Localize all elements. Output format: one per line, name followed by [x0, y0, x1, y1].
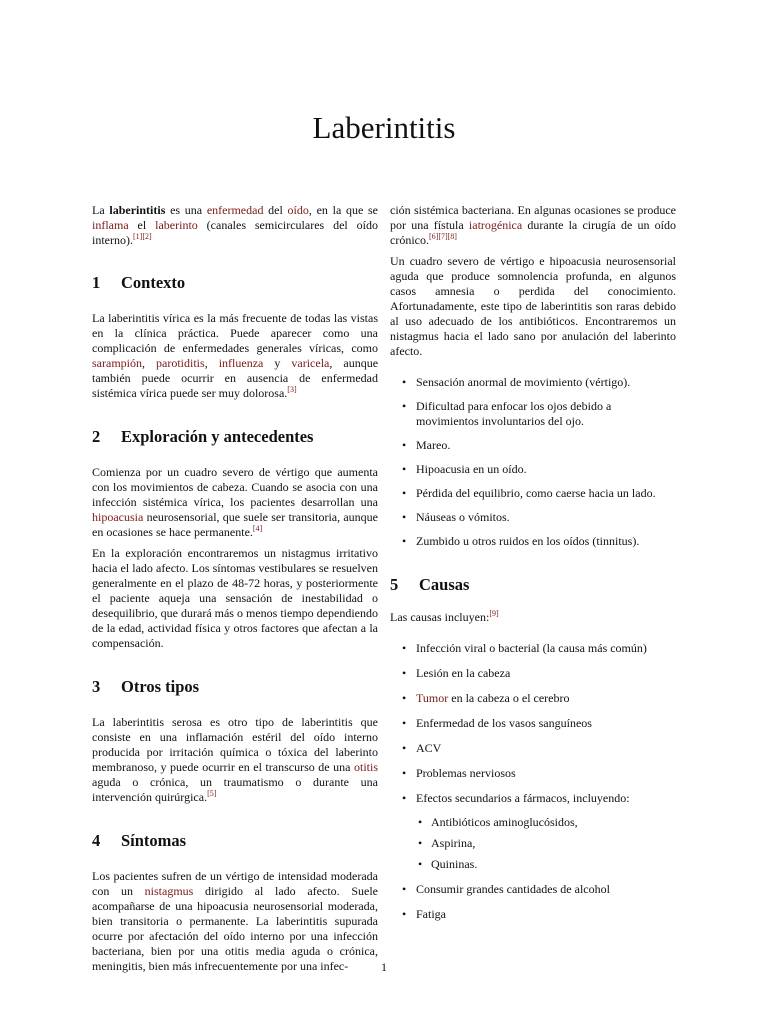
text: , — [204, 356, 219, 370]
drugs-sublist — [390, 815, 676, 872]
text: es una — [165, 203, 207, 217]
causas-intro — [390, 610, 676, 625]
list-item: • Fatiga — [390, 907, 676, 922]
list-item: • ACV — [390, 741, 676, 756]
link-parotiditis[interactable]: parotiditis — [156, 356, 205, 370]
list-item: • Mareo. — [390, 438, 676, 453]
ref-9[interactable]: [9] — [489, 609, 499, 618]
section-heading-contexto — [92, 274, 378, 292]
text: La laberintitis vírica es la más frecuente de todas las vistas en la clínica práctica. Puede aparecer como una complicación de enfermedades generales víricas, como — [92, 311, 378, 355]
bold-term: laberintitis — [109, 203, 166, 217]
list-item: • Antibióticos aminoglucósidos, — [390, 815, 676, 830]
list-item — [390, 691, 676, 706]
sintomas-paragraph-part-1 — [92, 869, 378, 973]
text: dirigido al lado afecto. Suele acompañarse de una hipoacusia neurosensorial moderada, bien transitoria o permanente. La laberintitis supurada ocurre por afectación del oído interno por una infección bacteriana, bien por una otitis media aguda o crónica, meningitis, bien más infrecuentemente por una infec- — [92, 884, 378, 973]
ref-5[interactable]: [5] — [207, 789, 217, 798]
section-title: Síntomas — [121, 831, 187, 850]
causes-list — [390, 641, 676, 922]
ref-7[interactable]: [7] — [438, 232, 448, 241]
list-item: • Quininas. — [390, 857, 676, 872]
section-number: 3 — [92, 677, 101, 696]
text: Efectos secundarios a fármacos, incluyendo: — [416, 791, 630, 805]
text: (canales semicirculares del oído interno). — [92, 218, 378, 247]
section-title: Contexto — [121, 273, 186, 292]
list-item — [390, 791, 676, 872]
text: el — [128, 218, 156, 232]
list-item: • Consumir grandes cantidades de alcohol — [390, 882, 676, 897]
exploracion-paragraph-1 — [92, 465, 378, 540]
section-heading-exploracion — [92, 428, 378, 446]
exploracion-paragraph-2: En la exploración encontraremos un nistagmus irritativo hacia el lado afecto. Los síntomas vestibulares se resuelven generalmente en el plazo de 48-72 horas, y posteriormente el paciente aqueja una sensación de inestabilidad o desequilibrio, que durará más o menos tiempo dependiendo de la edad, actividad física y otros factores que afectan a la compensación. — [92, 546, 378, 650]
section-number: 2 — [92, 427, 101, 446]
link-enfermedad[interactable]: enfermedad — [206, 203, 264, 217]
text: ción sistémica bacteriana. En algunas ocasiones se produce por una fístula — [390, 203, 676, 232]
list-item: • Zumbido u otros ruidos en los oídos (tinnitus). — [390, 534, 676, 549]
section-heading-otros-tipos — [92, 678, 378, 696]
section-heading-sintomas — [92, 832, 378, 850]
section-title: Exploración y antecedentes — [121, 427, 314, 446]
list-item: • Aspirina, — [390, 836, 676, 851]
ref-2[interactable]: [2] — [142, 232, 152, 241]
text: neurosensorial, que suele ser transitoria, aunque en ocasiones se hace permanente. — [92, 510, 378, 539]
section-title: Causas — [419, 575, 470, 594]
list-item: • Problemas nerviosos — [390, 766, 676, 781]
page-number: 1 — [381, 960, 387, 974]
section-number: 5 — [390, 575, 399, 594]
text: , aunque también puede ocurrir en ausencia de enfermedad sistémica vírica puede ser muy dolorosa. — [92, 356, 379, 400]
list-item: • Lesión en la cabeza — [390, 666, 676, 681]
link-influenza[interactable]: influenza — [218, 356, 264, 370]
text: en la cabeza o el cerebro — [448, 691, 570, 705]
text: y — [263, 356, 292, 370]
list-item: • Infección viral o bacterial (la causa más común) — [390, 641, 676, 656]
link-tumor[interactable]: Tumor — [416, 691, 449, 705]
link-otitis[interactable]: otitis — [353, 760, 378, 774]
link-inflama[interactable]: inflama — [92, 218, 129, 232]
link-hipoacusia[interactable]: hipoacusia — [92, 510, 144, 524]
section-heading-causas — [390, 576, 676, 594]
text: La — [92, 203, 110, 217]
text: aguda o crónica, un traumatismo o durante una intervención quirúrgica. — [92, 775, 378, 804]
text: Comienza por un cuadro severo de vértigo que aumenta con los movimientos de cabeza. Cuando se asocia con una infección sistémica vírica, los pacientes desarrollan una — [92, 465, 378, 509]
text: Los pacientes sufren de un vértigo de intensidad moderada con un — [92, 869, 378, 898]
text: durante la cirugía de un oído crónico. — [390, 218, 676, 247]
contexto-paragraph — [92, 311, 378, 401]
text: La laberintitis serosa es otro tipo de laberintitis que consiste en una inflamación estéril del oído interno producida por irritación química o tóxica del laberinto membranoso, y puede ocurrir en el transcurso de una — [92, 715, 378, 774]
ref-1[interactable]: [1] — [133, 232, 143, 241]
link-nistagmus[interactable]: nistagmus — [144, 884, 194, 898]
ref-4[interactable]: [4] — [252, 524, 263, 533]
symptoms-list — [390, 375, 676, 549]
link-iatrogenica[interactable]: iatrogénica — [468, 218, 523, 232]
text: del — [263, 203, 288, 217]
list-item: • Sensación anormal de movimiento (vértigo). — [390, 375, 676, 390]
ref-8[interactable]: [8] — [447, 232, 457, 241]
text: Las causas incluyen: — [390, 610, 490, 624]
intro-paragraph — [92, 203, 378, 248]
ref-3[interactable]: [3] — [287, 385, 297, 394]
left-column — [92, 203, 379, 973]
list-item: • Hipoacusia en un oído. — [390, 462, 676, 477]
list-item: • Náuseas o vómitos. — [390, 510, 676, 525]
right-column — [390, 203, 676, 922]
link-sarampion[interactable]: sarampión — [92, 356, 142, 370]
link-varicela[interactable]: varicela — [291, 356, 330, 370]
link-oido[interactable]: oído — [287, 203, 309, 217]
list-item: • Dificultad para enfocar los ojos debido a movimientos involuntarios del ojo. — [390, 399, 676, 429]
sintomas-paragraph-continued — [390, 203, 676, 248]
ref-6[interactable]: [6] — [428, 232, 439, 241]
section-title: Otros tipos — [121, 677, 200, 696]
section-number: 1 — [92, 273, 101, 292]
page-title: Laberintitis — [312, 110, 456, 145]
link-laberinto[interactable]: laberinto — [155, 218, 198, 232]
sintomas-paragraph-2: Un cuadro severo de vértigo e hipoacusia neurosensorial aguda que produce somnolencia profunda, en algunos casos amnesia o perdida del conocimiento. Afortunadamente, este tipo de laberintitis son raras debido al uso adecuado de los antibióticos. Encontraremos un nistagmus hacia el lado sano por anulación del laberinto afecto. — [390, 254, 676, 358]
section-number: 4 — [92, 831, 101, 850]
otros-tipos-paragraph — [92, 715, 378, 805]
text: , en la que se — [308, 203, 379, 217]
list-item: • Enfermedad de los vasos sanguíneos — [390, 716, 676, 731]
text: , — [142, 356, 157, 370]
list-item: • Pérdida del equilibrio, como caerse hacia un lado. — [390, 486, 676, 501]
